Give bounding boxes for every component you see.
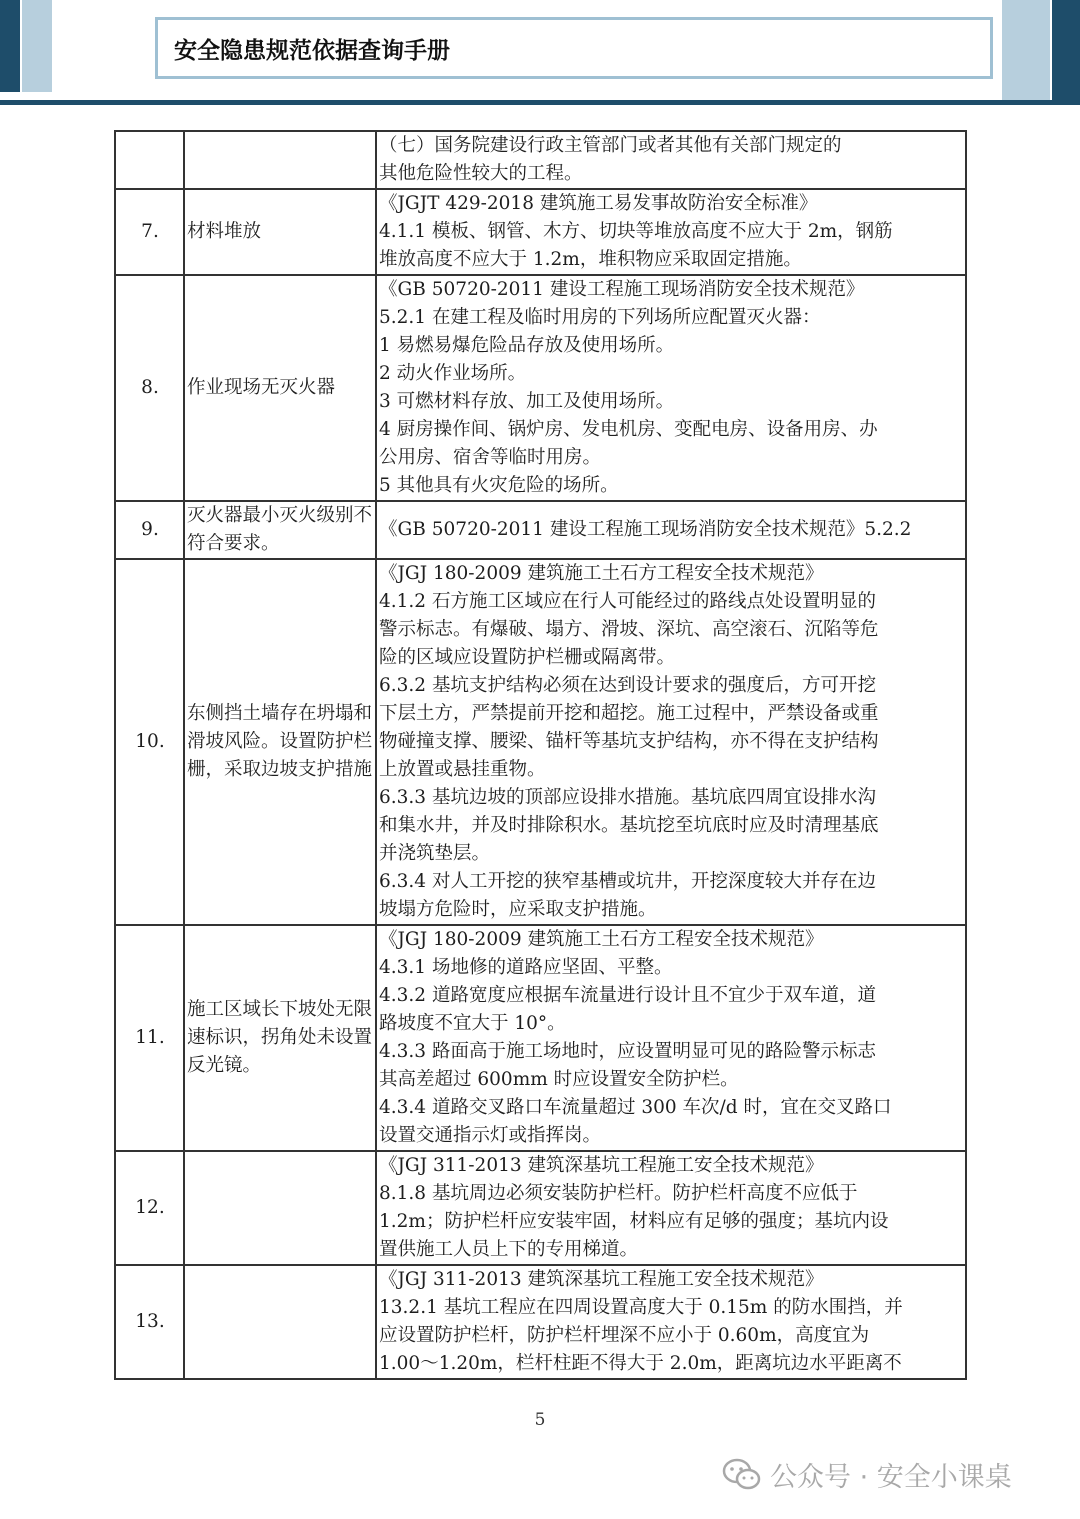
header-decor-bar-left — [0, 0, 20, 92]
basis-line: 1 易燃易爆危险品存放及使用场所。 — [379, 335, 675, 356]
wechat-icon — [722, 1458, 762, 1492]
hazard-item: 材料堆放 — [184, 189, 376, 275]
hazard-item — [184, 131, 376, 189]
basis-line: 应设置防护栏杆，防护栏杆埋深不应小于 0.60m，高度宜为 — [379, 1325, 870, 1346]
basis-line: 6.3.3 基坑边坡的顶部应设排水措施。基坑底四周宜设排水沟 — [379, 787, 876, 808]
header-decor-bar-right-light — [1002, 0, 1050, 100]
basis-line: 1.2m；防护栏杆应安装牢固，材料应有足够的强度；基坑内设 — [379, 1211, 889, 1232]
basis-line: 《JGJT 429-2018 建筑施工易发事故防治安全标准》 — [379, 193, 818, 214]
basis-line: 和集水井，并及时排除积水。基坑挖至坑底时应及时清理基底 — [379, 815, 879, 836]
hazard-item — [184, 1151, 376, 1265]
basis-line: 上放置或悬挂重物。 — [379, 759, 546, 780]
basis-line: 《JGJ 180-2009 建筑施工土石方工程安全技术规范》 — [379, 563, 824, 584]
table-row — [115, 925, 966, 1151]
basis-line: 《JGJ 311-2013 建筑深基坑工程施工安全技术规范》 — [379, 1269, 824, 1290]
header-title-box — [155, 17, 993, 79]
hazard-item: 作业现场无灭火器 — [184, 275, 376, 501]
basis-line: 4.1.2 石方施工区域应在行人可能经过的路线点处设置明显的 — [379, 591, 876, 612]
basis-line: 险的区域应设置防护栏栅或隔离带。 — [379, 647, 676, 668]
basis-line: 下层土方，严禁提前开挖和超挖。施工过程中，严禁设备或重 — [379, 703, 879, 724]
row-number: 9. — [115, 501, 184, 559]
regulation-basis — [376, 559, 966, 925]
table-row — [115, 559, 966, 925]
page-number: 5 — [534, 1410, 546, 1430]
basis-line: 物碰撞支撑、腰梁、锚杆等基坑支护结构，亦不得在支护结构 — [379, 731, 879, 752]
hazard-item: 东侧挡土墙存在坍塌和滑坡风险。设置防护栏栅，采取边坡支护措施 — [184, 559, 376, 925]
basis-line: 4.3.4 道路交叉路口车流量超过 300 车次/d 时，宜在交叉路口 — [379, 1097, 892, 1118]
table-row — [115, 1151, 966, 1265]
basis-line: 《JGJ 180-2009 建筑施工土石方工程安全技术规范》 — [379, 929, 824, 950]
hazard-item: 灭火器最小灭火级别不符合要求。 — [184, 501, 376, 559]
regulation-basis — [376, 275, 966, 501]
row-number: 7. — [115, 189, 184, 275]
basis-line: 《GB 50720-2011 建设工程施工现场消防安全技术规范》5.2.2 — [379, 519, 912, 540]
regulation-basis — [376, 501, 966, 559]
basis-line: 4.1.1 模板、钢管、木方、切块等堆放高度不应大于 2m，钢筋 — [379, 221, 893, 242]
regulation-basis — [376, 131, 966, 189]
table-row — [115, 275, 966, 501]
basis-line: 《GB 50720-2011 建设工程施工现场消防安全技术规范》 — [379, 279, 865, 300]
table-row — [115, 131, 966, 189]
row-number — [115, 131, 184, 189]
row-number: 10. — [115, 559, 184, 925]
regulation-basis — [376, 1151, 966, 1265]
hazard-item — [184, 1265, 376, 1379]
basis-line: 5.2.1 在建工程及临时用房的下列场所应配置灭火器： — [379, 307, 821, 328]
basis-line: 警示标志。有爆破、塌方、滑坡、深坑、高空滚石、沉陷等危 — [379, 619, 879, 640]
row-number: 11. — [115, 925, 184, 1151]
basis-line: 路坡度不宜大于 10°。 — [379, 1013, 566, 1034]
row-number: 12. — [115, 1151, 184, 1265]
basis-line: 其他危险性较大的工程。 — [379, 163, 583, 184]
basis-line: 4.3.2 道路宽度应根据车流量进行设计且不宜少于双车道，道 — [379, 985, 876, 1006]
row-number: 13. — [115, 1265, 184, 1379]
regulation-table — [114, 130, 967, 1380]
basis-line: 公用房、宿舍等临时用房。 — [379, 447, 602, 468]
watermark-text: 公众号 · 安全小课桌 — [770, 1462, 1012, 1493]
header-decor-bar-right — [1052, 0, 1080, 100]
document-title: 安全隐患规范依据查询手册 — [174, 38, 450, 64]
table-row — [115, 1265, 966, 1379]
basis-line: 《JGJ 311-2013 建筑深基坑工程施工安全技术规范》 — [379, 1155, 824, 1176]
basis-line: 6.3.4 对人工开挖的狭窄基槽或坑井，开挖深度较大并存在边 — [379, 871, 876, 892]
table-row — [115, 189, 966, 275]
basis-line: 1.00～1.20m，栏杆柱距不得大于 2.0m，距离坑边水平距离不 — [379, 1353, 902, 1374]
basis-line: 6.3.2 基坑支护结构必须在达到设计要求的强度后，方可开挖 — [379, 675, 876, 696]
regulation-basis — [376, 925, 966, 1151]
basis-line: 5 其他具有火灾危险的场所。 — [379, 475, 619, 496]
basis-line: 并浇筑垫层。 — [379, 843, 491, 864]
basis-line: 其高差超过 600mm 时应设置安全防护栏。 — [379, 1069, 739, 1090]
header-divider — [0, 100, 1080, 105]
basis-line: （七）国务院建设行政主管部门或者其他有关部门规定的 — [379, 135, 842, 156]
basis-line: 3 可燃材料存放、加工及使用场所。 — [379, 391, 675, 412]
regulation-basis — [376, 189, 966, 275]
basis-line: 坡塌方危险时，应采取支护措施。 — [379, 899, 657, 920]
watermark — [722, 1455, 1012, 1494]
basis-line: 4 厨房操作间、锅炉房、发电机房、变配电房、设备用房、办 — [379, 419, 878, 440]
basis-line: 4.3.3 路面高于施工场地时，应设置明显可见的路险警示标志 — [379, 1041, 876, 1062]
basis-line: 4.3.1 场地修的道路应坚固、平整。 — [379, 957, 673, 978]
table-row — [115, 501, 966, 559]
row-number: 8. — [115, 275, 184, 501]
basis-line: 堆放高度不应大于 1.2m，堆积物应采取固定措施。 — [379, 249, 802, 270]
header-decor-bar-left-light — [22, 0, 52, 92]
hazard-item: 施工区域长下坡处无限速标识，拐角处未设置反光镜。 — [184, 925, 376, 1151]
basis-line: 设置交通指示灯或指挥岗。 — [379, 1125, 602, 1146]
basis-line: 8.1.8 基坑周边必须安装防护栏杆。防护栏杆高度不应低于 — [379, 1183, 858, 1204]
basis-line: 13.2.1 基坑工程应在四周设置高度大于 0.15m 的防水围挡，并 — [379, 1297, 903, 1318]
basis-line: 2 动火作业场所。 — [379, 363, 527, 384]
basis-line: 置供施工人员上下的专用梯道。 — [379, 1239, 639, 1260]
regulation-basis — [376, 1265, 966, 1379]
